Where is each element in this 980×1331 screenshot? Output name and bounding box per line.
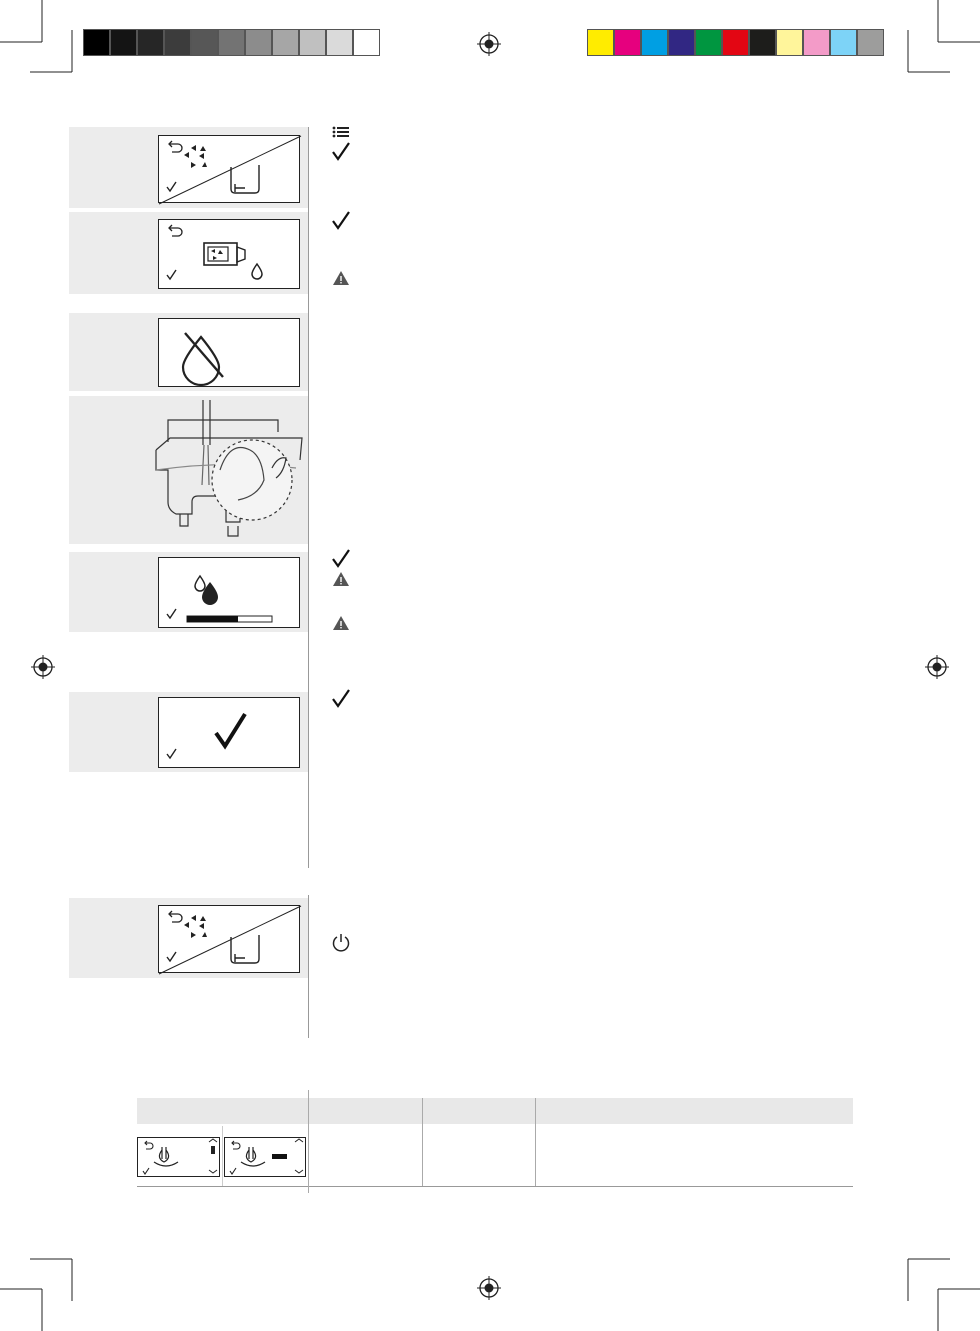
- display-screen-milk-setting-high: [224, 1137, 306, 1177]
- process-color-swatch: [749, 29, 776, 56]
- progress-bar-fill: [187, 616, 238, 622]
- checkmark-icon: [331, 688, 351, 708]
- process-color-swatch: [776, 29, 803, 56]
- grayscale-swatch: [137, 29, 164, 56]
- process-color-swatch: [587, 29, 614, 56]
- process-color-swatch: [830, 29, 857, 56]
- process-color-swatch: [803, 29, 830, 56]
- display-screen-descale-agent: [158, 219, 300, 289]
- table-column-divider: [222, 1126, 223, 1186]
- table-header-row: [137, 1098, 853, 1124]
- process-color-swatch: [614, 29, 641, 56]
- menu-list-icon: [332, 126, 350, 138]
- grayscale-swatch: [164, 29, 191, 56]
- grayscale-swatch: [326, 29, 353, 56]
- grayscale-swatch: [299, 29, 326, 56]
- display-screen-descale-start: [158, 905, 300, 973]
- checkmark-icon: [331, 210, 351, 230]
- grayscale-swatch: [353, 29, 380, 56]
- grayscale-swatch: [83, 29, 110, 56]
- water-tank-illustration: [150, 400, 310, 545]
- grayscale-swatch: [245, 29, 272, 56]
- display-screen-done: [158, 697, 300, 768]
- display-screen-no-water: [158, 318, 300, 387]
- grayscale-swatch: [110, 29, 137, 56]
- warning-triangle-icon: [332, 615, 350, 631]
- table-column-divider: [535, 1098, 536, 1186]
- table-bottom-rule: [137, 1186, 853, 1187]
- process-color-swatch: [668, 29, 695, 56]
- process-color-swatch: [641, 29, 668, 56]
- process-color-swatch: [695, 29, 722, 56]
- display-screen-filling: [158, 557, 300, 628]
- process-color-swatch: [722, 29, 749, 56]
- grayscale-swatch: [218, 29, 245, 56]
- table-column-divider: [422, 1098, 423, 1186]
- warning-triangle-icon: [332, 571, 350, 587]
- checkmark-icon: [331, 141, 351, 161]
- display-screen-descale-start: [158, 135, 300, 203]
- grayscale-swatch: [191, 29, 218, 56]
- grayscale-swatch: [272, 29, 299, 56]
- checkmark-icon: [331, 548, 351, 568]
- display-screen-milk-setting-low: [137, 1137, 220, 1177]
- process-color-swatch: [857, 29, 884, 56]
- power-icon: [331, 932, 351, 952]
- column-divider: [308, 895, 309, 1038]
- table-column-divider: [308, 1090, 309, 1193]
- warning-triangle-icon: [332, 270, 350, 286]
